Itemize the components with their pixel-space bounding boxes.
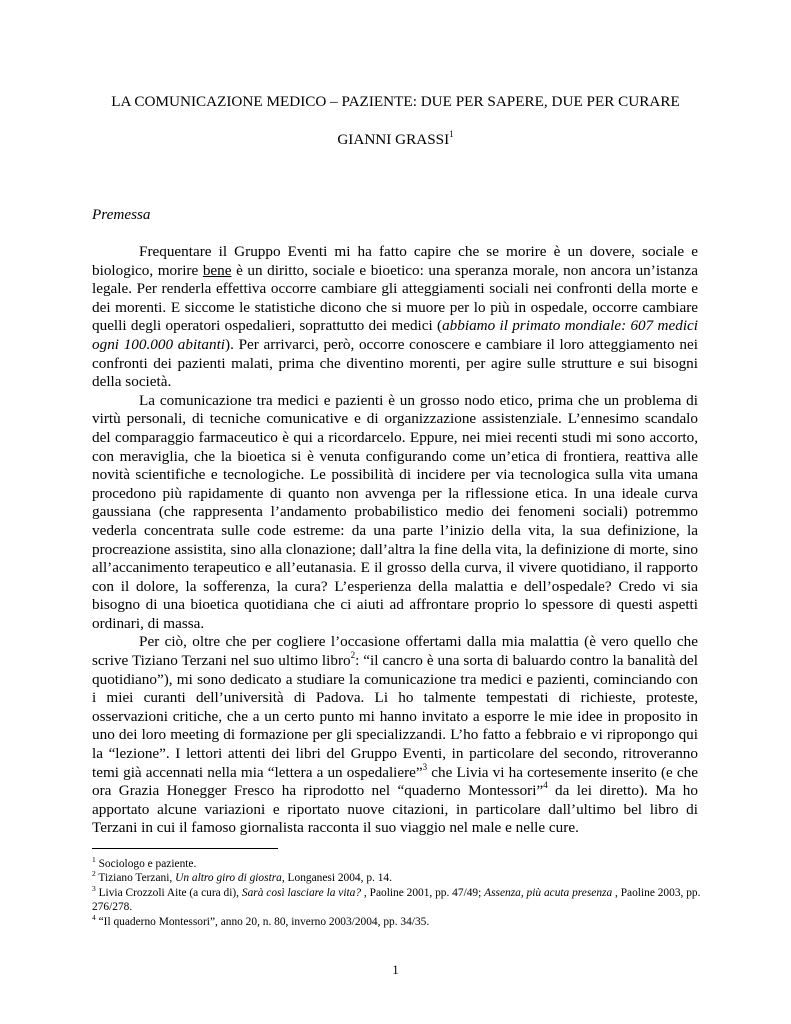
footnote-2	[92, 871, 702, 885]
footnote-book-title: Sarà così lasciare la vita?	[241, 886, 362, 899]
footnote-number: 3	[92, 884, 96, 894]
footnote-number: 4	[92, 912, 96, 922]
paragraph-3-text-c: che Livia vi ha cortesemente inserito (e che ora Grazia Honegger Fresco ha riprodotto nel “quaderno Montessori”	[92, 763, 698, 800]
italic-phrase: abbiamo il primato mondiale: 607 medici ogni 100.000 abitanti	[92, 317, 698, 353]
footnote-text: , Longanesi 2004, p. 14.	[281, 872, 392, 885]
footnote-3	[92, 886, 702, 915]
footnote-number: 2	[92, 869, 96, 879]
author-line	[0, 128, 791, 150]
page-number: 1	[392, 963, 399, 977]
document-title: LA COMUNICAZIONE MEDICO – PAZIENTE: DUE PER SAPERE, DUE PER CURARE	[111, 93, 680, 110]
paragraph-1-text-a: Frequentare il Gruppo Eventi mi ha fatto capire che se morire è un dovere, sociale e biologico, morire	[92, 243, 698, 279]
paragraph-1	[92, 243, 698, 392]
footnotes	[92, 857, 702, 929]
paragraph-1-text-c: è un diritto, sociale e bioetico: una speranza morale, non ancora un’istanza legale. Per renderla effettiva occorre cambiare gli atteggiamenti sociali nei confronti della morte e dei morenti. E siccome le statistiche dicono che si muore per lo più in ospedale, occorre cambiare quelli degli operatori ospedalieri, soprattutto dei medici (	[92, 261, 698, 335]
paragraph-2: La comunicazione tra medici e pazienti è un grosso nodo etico, prima che un problema di virtù personali, di tecniche comunicative e di organizzazione assistenziale. L’ennesimo scandalo del comparaggio farmaceutico è qui a ricordarcelo. Eppure, nei miei recenti studi mi sono accorto, con meraviglia, che la bioetica si è venuta configurando come un’etica di frontiera, reattiva alle novità scientifiche e tecnologiche. Le possibilità di incidere per via tecnologica sulla vita umana procedono più rapidamente di quanto non avvenga per la riflessione etica. In una ideale curva gaussiana (che rappresenta l’andamento probabilistico medio dei fenomeni sociali) potremmo vederla concentrata sulle code estreme: da una parte l’inizio della vita, la sua definizione, la procreazione assistita, sino alla clonazione; dall’altra la fine della vita, la definizione di morte, sino all’accanimento terapeutico e all’eutanasia. E il grosso della curva, il vivere quotidiano, il rapporto con il dolore, la sofferenza, la cura? L’esperienza della malattia e dell’ospedale? Credo vi sia bisogno di una bioetica quotidiana che ci aiuti ad affrontare proprio lo spessore di questi aspetti ordinari, di massa.	[92, 391, 698, 632]
paragraph-3-text-d: da lei diretto). Ma ho apportato alcune variazioni e riportato nuove citazioni, in particolare dall’ultimo bel libro di Terzani in cui il famoso giornalista racconta il suo viaggio nel male e nelle cure.	[92, 782, 698, 837]
footnote-text: , Paoline 2003, pp. 276/278.	[92, 886, 701, 914]
footnote-text: Tiziano Terzani,	[95, 872, 176, 885]
footnote-ref-2: 2	[350, 650, 356, 660]
paragraph-3-text-a: Per ciò, oltre che per cogliere l’occasione offertami dalla mia malattia (è vero quello che scrive Tiziano Terzani nel suo ultimo libro	[92, 633, 698, 670]
footnote-4	[92, 912, 702, 929]
body-text	[92, 243, 698, 838]
footnote-ref-3: 3	[422, 761, 428, 772]
footnote-text: “Il quaderno Montessori”, anno 20, n. 80, inverno 2003/2004, pp. 34/35.	[95, 915, 430, 928]
footnote-text: Livia Crozzoli Aite (a cura di),	[95, 886, 242, 899]
footnote-book-title: Assenza, più acuta presenza	[484, 886, 613, 899]
footnote-separator	[92, 848, 278, 849]
footnote-text: Sociologo e paziente.	[95, 858, 197, 870]
footnote-ref-4: 4	[543, 780, 548, 791]
paragraph-1-text-e: ). Per arrivarci, però, occorre conoscere e cambiare il loro atteggiamento nei confronti dei pazienti malati, prima che diventino morenti, per agire sulle strutture e sui bisogni della società.	[92, 335, 698, 391]
paragraph-3-text-b: : “il cancro è una sorta di baluardo contro la banalità del quotidiano”), mi sono dedicato a studiare la comunicazione tra medici e pazienti, cominciando con i miei curanti dell’università di Padova. Li ho talmente tempestati di richieste, proteste, osservazioni critiche, che a un certo punto mi hanno invitato a esporre le mie idee in proposito in uno dei loro meeting di formazione per gli specializzandi. L’ho fatto a febbraio e vi ripropongo qui la “lezione”. I lettori attenti dei libri del Gruppo Eventi, in particolare del secondo, ritroveranno temi già accennati nella mia “lettera a un ospedaliere”	[92, 652, 699, 781]
footnote-ref-1: 1	[449, 128, 454, 139]
paragraph-3	[92, 633, 698, 838]
footnote-number: 1	[92, 855, 96, 865]
underlined-word: bene	[202, 261, 232, 279]
footnote-1	[92, 857, 702, 871]
section-heading: Premessa	[92, 206, 151, 223]
footnote-text: , Paoline 2001, pp. 47/49;	[361, 886, 485, 899]
footnote-book-title: Un altro giro di giostra	[175, 872, 282, 885]
author-name: GIANNI GRASSI	[337, 131, 450, 148]
